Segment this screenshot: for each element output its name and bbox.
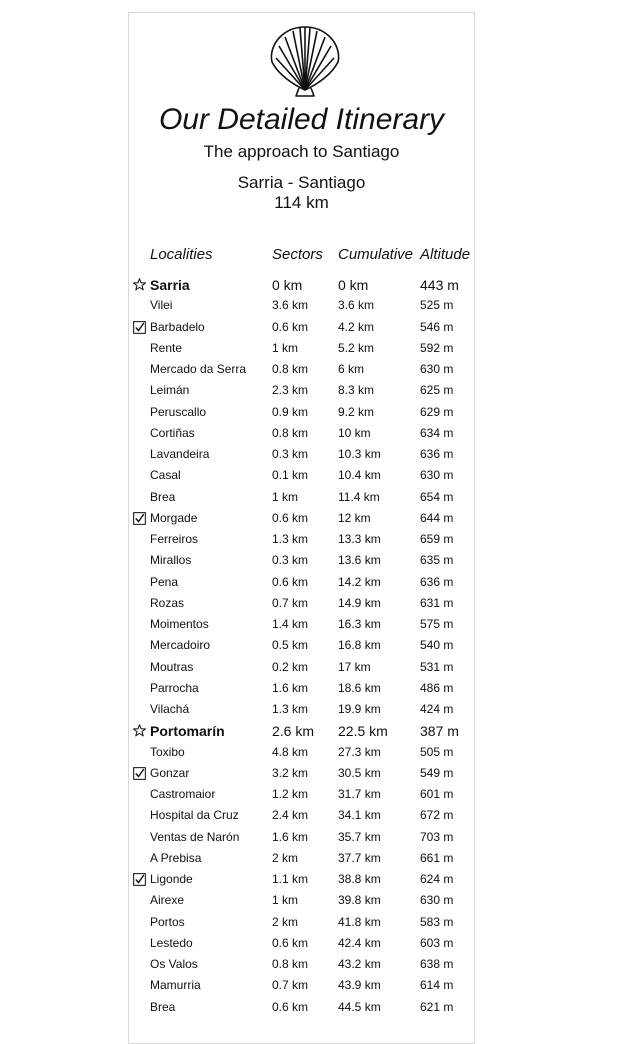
locality-name: Lavandeira xyxy=(150,447,210,461)
locality-name: Ligonde xyxy=(150,872,193,886)
cumulative-distance: 43.9 km xyxy=(338,978,381,993)
table-row xyxy=(0,298,622,319)
locality-name: Castromaior xyxy=(150,787,216,801)
altitude-value: 630 m xyxy=(420,362,454,376)
table-row xyxy=(0,723,622,744)
locality-name: Os Valos xyxy=(150,957,198,971)
checkbox-checked-icon xyxy=(133,321,146,334)
altitude-value: 636 m xyxy=(420,574,454,589)
sector-distance: 1.3 km xyxy=(272,532,309,546)
locality-name: Ferreiros xyxy=(150,532,199,546)
cumulative-distance: 13.3 km xyxy=(338,532,381,546)
page-subtitle: The approach to Santiago xyxy=(203,142,400,161)
sector-distance: 2 km xyxy=(272,850,299,865)
sector-distance: 0.8 km xyxy=(272,362,309,376)
locality-name: Rozas xyxy=(150,595,185,610)
locality-name: Pena xyxy=(150,574,179,589)
cumulative-distance: 10.3 km xyxy=(338,447,381,461)
cumulative-distance: 16.8 km xyxy=(338,638,381,653)
star-icon xyxy=(133,278,146,291)
page-title: Our Detailed Itinerary xyxy=(158,103,445,136)
locality-name: Casal xyxy=(150,468,181,483)
altitude-value: 672 m xyxy=(420,808,454,823)
altitude-value: 387 m xyxy=(420,723,459,740)
table-row xyxy=(0,596,622,617)
altitude-value: 549 m xyxy=(420,765,454,780)
table-row xyxy=(0,745,622,766)
sector-distance: 0.7 km xyxy=(272,595,309,610)
table-row xyxy=(0,383,622,404)
altitude-value: 614 m xyxy=(420,978,454,993)
sector-distance: 1.2 km xyxy=(272,787,309,801)
column-header-sectors: Sectors xyxy=(272,246,323,263)
altitude-value: 654 m xyxy=(420,489,454,504)
locality-name: Brea xyxy=(150,489,176,504)
locality-name: Moimentos xyxy=(150,617,209,631)
sector-distance: 0.6 km xyxy=(272,935,309,950)
table-row xyxy=(0,468,622,489)
table-row xyxy=(0,447,622,468)
locality-name: Morgade xyxy=(150,510,198,525)
altitude-value: 621 m xyxy=(420,999,454,1014)
locality-name: Lestedo xyxy=(150,935,193,950)
sector-distance: 1.1 km xyxy=(272,872,309,886)
cumulative-distance: 39.8 km xyxy=(338,893,381,908)
sector-distance: 2.4 km xyxy=(272,808,309,823)
table-row xyxy=(0,681,622,702)
scallop-shell-icon xyxy=(268,24,342,98)
sector-distance: 1.4 km xyxy=(272,617,309,631)
locality-name: Brea xyxy=(150,999,176,1014)
altitude-value: 630 m xyxy=(420,893,454,908)
locality-name: Parrocha xyxy=(150,680,199,695)
altitude-value: 625 m xyxy=(420,383,454,398)
sector-distance: 2 km xyxy=(272,914,299,929)
locality-name: Rente xyxy=(150,340,183,355)
table-row xyxy=(0,915,622,936)
locality-name: Mercadoiro xyxy=(150,638,211,653)
sector-distance: 0.6 km xyxy=(272,510,309,525)
cumulative-distance: 44.5 km xyxy=(338,999,381,1014)
table-row xyxy=(0,808,622,829)
sector-distance: 0.8 km xyxy=(272,425,309,440)
locality-name: Moutras xyxy=(150,659,194,674)
table-row xyxy=(0,936,622,957)
cumulative-distance: 9.2 km xyxy=(338,404,375,419)
locality-name: Peruscallo xyxy=(150,404,207,419)
cumulative-distance: 18.6 km xyxy=(338,680,381,695)
cumulative-distance: 12 km xyxy=(338,510,371,525)
route-label: Sarria - Santiago xyxy=(237,173,366,192)
altitude-value: 603 m xyxy=(420,935,454,950)
cumulative-distance: 42.4 km xyxy=(338,935,381,950)
altitude-value: 546 m xyxy=(420,319,454,334)
altitude-value: 634 m xyxy=(420,425,454,440)
column-header-cumulative: Cumulative xyxy=(338,246,414,263)
cumulative-distance: 35.7 km xyxy=(338,829,381,844)
sector-distance: 0.2 km xyxy=(272,659,309,674)
locality-name: Portos xyxy=(150,914,185,929)
table-row xyxy=(0,638,622,659)
altitude-value: 631 m xyxy=(420,595,454,610)
sector-distance: 1 km xyxy=(272,893,299,908)
table-row xyxy=(0,893,622,914)
cumulative-distance: 30.5 km xyxy=(338,765,381,780)
table-row xyxy=(0,978,622,999)
locality-name: Mamurria xyxy=(150,978,201,993)
sector-distance: 0.6 km xyxy=(272,574,309,589)
altitude-value: 703 m xyxy=(420,829,454,844)
cumulative-distance: 22.5 km xyxy=(338,723,388,740)
altitude-value: 505 m xyxy=(420,744,454,759)
cumulative-distance: 4.2 km xyxy=(338,319,375,334)
cumulative-distance: 14.9 km xyxy=(338,595,381,610)
cumulative-distance: 6 km xyxy=(338,362,365,376)
sector-distance: 3.2 km xyxy=(272,765,309,780)
altitude-value: 638 m xyxy=(420,957,454,971)
locality-name: Gonzar xyxy=(150,765,190,780)
altitude-value: 583 m xyxy=(420,914,454,929)
sector-distance: 2.6 km xyxy=(272,723,315,740)
sector-distance: 0 km xyxy=(272,277,303,293)
sector-distance: 1 km xyxy=(272,340,299,355)
sector-distance: 0.7 km xyxy=(272,978,309,993)
table-row xyxy=(0,702,622,723)
sector-distance: 2.3 km xyxy=(272,383,309,398)
table-row xyxy=(0,362,622,383)
sector-distance: 4.8 km xyxy=(272,744,309,759)
sector-distance: 0.6 km xyxy=(272,319,309,334)
altitude-value: 630 m xyxy=(420,468,454,483)
cumulative-distance: 38.8 km xyxy=(338,872,381,886)
altitude-value: 424 m xyxy=(420,702,454,716)
altitude-value: 443 m xyxy=(420,277,459,293)
cumulative-distance: 27.3 km xyxy=(338,744,381,759)
column-header-localities: Localities xyxy=(150,246,213,263)
sector-distance: 0.3 km xyxy=(272,447,309,461)
table-row xyxy=(0,320,622,341)
sector-distance: 1.6 km xyxy=(272,680,309,695)
table-row xyxy=(0,851,622,872)
locality-name: Mirallos xyxy=(150,553,192,568)
sector-distance: 0.1 km xyxy=(272,468,309,483)
locality-name: Vilei xyxy=(150,298,173,313)
table-row xyxy=(0,1000,622,1021)
cumulative-distance: 16.3 km xyxy=(338,617,381,631)
sector-distance: 3.6 km xyxy=(272,298,309,313)
altitude-value: 575 m xyxy=(420,617,454,631)
altitude-value: 624 m xyxy=(420,872,454,886)
locality-name: Leimán xyxy=(150,383,190,398)
cumulative-distance: 8.3 km xyxy=(338,383,375,398)
altitude-value: 592 m xyxy=(420,340,454,355)
table-row xyxy=(0,553,622,574)
cumulative-distance: 37.7 km xyxy=(338,850,381,865)
cumulative-distance: 11.4 km xyxy=(338,489,380,504)
locality-name: A Prebisa xyxy=(150,850,202,865)
locality-name: Barbadelo xyxy=(150,319,205,334)
altitude-value: 659 m xyxy=(420,532,454,546)
table-row xyxy=(0,830,622,851)
cumulative-distance: 3.6 km xyxy=(338,298,375,313)
checkbox-checked-icon xyxy=(133,873,146,886)
table-row xyxy=(0,532,622,553)
sector-distance: 1.6 km xyxy=(272,829,309,844)
altitude-value: 525 m xyxy=(420,298,454,313)
altitude-value: 661 m xyxy=(420,850,454,865)
checkbox-checked-icon xyxy=(133,767,146,780)
table-row xyxy=(0,787,622,808)
locality-name: Portomarín xyxy=(150,723,225,740)
locality-name: Sarria xyxy=(150,277,190,293)
cumulative-distance: 5.2 km xyxy=(338,340,375,355)
table-row xyxy=(0,575,622,596)
table-row xyxy=(0,341,622,362)
table-row xyxy=(0,511,622,532)
cumulative-distance: 10.4 km xyxy=(338,468,381,483)
altitude-value: 540 m xyxy=(420,638,454,653)
locality-name: Airexe xyxy=(150,893,185,908)
star-icon xyxy=(133,724,146,737)
altitude-value: 531 m xyxy=(420,659,454,674)
cumulative-distance: 0 km xyxy=(338,277,369,293)
locality-name: Cortiñas xyxy=(150,425,195,440)
table-row xyxy=(0,426,622,447)
cumulative-distance: 19.9 km xyxy=(338,702,381,716)
altitude-value: 486 m xyxy=(420,680,454,695)
table-row xyxy=(0,277,622,298)
altitude-value: 644 m xyxy=(420,510,454,525)
total-distance: 114 km xyxy=(274,193,329,212)
table-row xyxy=(0,490,622,511)
cumulative-distance: 43.2 km xyxy=(338,957,381,971)
table-row xyxy=(0,766,622,787)
sector-distance: 0.6 km xyxy=(272,999,309,1014)
locality-name: Mercado da Serra xyxy=(150,362,247,376)
table-row xyxy=(0,660,622,681)
sector-distance: 0.5 km xyxy=(272,638,309,653)
altitude-value: 635 m xyxy=(420,553,454,568)
locality-name: Toxibo xyxy=(150,744,185,759)
checkbox-checked-icon xyxy=(133,512,146,525)
table-row xyxy=(0,405,622,426)
cumulative-distance: 17 km xyxy=(338,659,371,674)
locality-name: Vilachá xyxy=(150,702,190,716)
locality-name: Ventas de Narón xyxy=(150,829,240,844)
table-row xyxy=(0,617,622,638)
sector-distance: 1.3 km xyxy=(272,702,309,716)
sector-distance: 0.9 km xyxy=(272,404,309,419)
table-row xyxy=(0,957,622,978)
sector-distance: 0.8 km xyxy=(272,957,309,971)
altitude-value: 601 m xyxy=(420,787,454,801)
altitude-value: 629 m xyxy=(420,404,454,419)
cumulative-distance: 34.1 km xyxy=(338,808,381,823)
column-header-altitude: Altitude xyxy=(420,246,471,263)
cumulative-distance: 31.7 km xyxy=(338,787,381,801)
cumulative-distance: 10 km xyxy=(338,425,371,440)
cumulative-distance: 13.6 km xyxy=(338,553,381,568)
cumulative-distance: 14.2 km xyxy=(338,574,381,589)
locality-name: Hospital da Cruz xyxy=(150,808,239,823)
sector-distance: 1 km xyxy=(272,489,299,504)
sector-distance: 0.3 km xyxy=(272,553,309,568)
altitude-value: 636 m xyxy=(420,447,454,461)
table-row xyxy=(0,872,622,893)
cumulative-distance: 41.8 km xyxy=(338,914,381,929)
